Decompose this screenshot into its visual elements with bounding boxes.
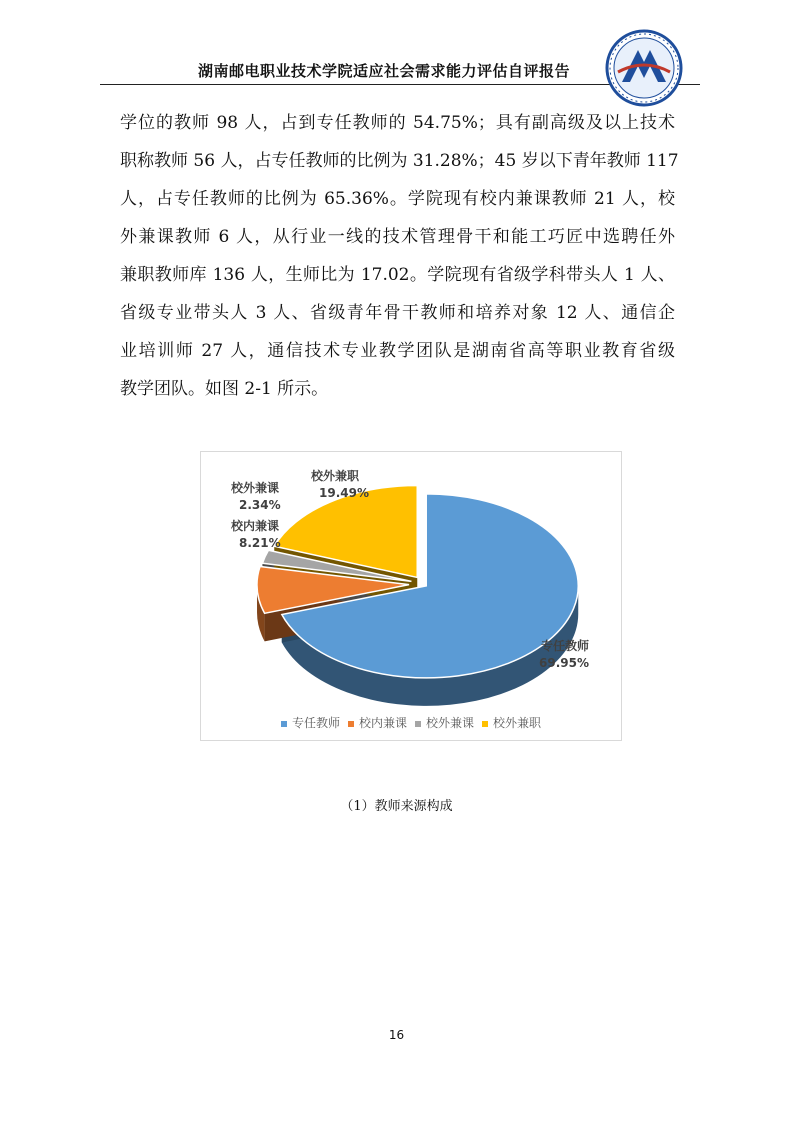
data-label-value-2: 2.34% (239, 498, 281, 512)
body-line: 业培训师 27 人，通信技术专业教学团队是湖南省高等职业教育省级 (120, 341, 675, 361)
body-line: 人，占专任教师的比例为 65.36%。学院现有校内兼课教师 21 人，校 (120, 189, 675, 209)
body-line: 教学团队。如图 2-1 所示。 (120, 379, 329, 399)
teacher-source-chart (200, 451, 622, 741)
legend-label-2: 校外兼课 (426, 716, 475, 730)
legend-item-2 (415, 714, 474, 731)
body-line: 兼职教师库 136 人，生师比为 17.02。学院现有省级学科带头人 1 人、 (120, 265, 675, 285)
data-label-value-1: 8.21% (239, 536, 281, 550)
header-title: 湖南邮电职业技术学院适应社会需求能力评估自评报告 (198, 62, 571, 80)
data-label-category-3: 校外兼职 (311, 469, 360, 483)
legend-swatch-3 (482, 721, 488, 727)
data-label-category-1: 校内兼课 (231, 519, 280, 533)
legend-label-3: 校外兼职 (493, 716, 542, 730)
figure-caption: （1）教师来源构成 (340, 799, 453, 814)
page-number: 16 (388, 1028, 405, 1042)
legend-item-1 (348, 714, 407, 731)
data-label-category-0: 专任教师 (540, 639, 589, 653)
pie-chart (201, 452, 621, 712)
body-paragraph (120, 104, 679, 408)
data-label-value-0: 69.95% (539, 656, 589, 670)
data-label-category-2: 校外兼课 (231, 481, 280, 495)
legend-swatch-0 (281, 721, 287, 727)
legend-label-0: 专任教师 (291, 716, 340, 730)
legend-label-1: 校内兼课 (358, 716, 407, 730)
body-line: 外兼课教师 6 人，从行业一线的技术管理骨干和能工巧匠中选聘任外 (120, 227, 675, 247)
legend-swatch-1 (348, 721, 354, 727)
legend-item-0 (281, 714, 340, 731)
data-label-value-3: 19.49% (319, 486, 369, 500)
chart-legend (201, 714, 621, 731)
school-logo (604, 28, 684, 108)
body-line: 省级专业带头人 3 人、省级青年骨干教师和培养对象 12 人、通信企 (120, 303, 675, 323)
legend-swatch-2 (415, 721, 421, 727)
body-line: 职称教师 56 人，占专任教师的比例为 31.28%；45 岁以下青年教师 117 (120, 151, 679, 171)
legend-item-3 (482, 714, 541, 731)
page-header (100, 48, 688, 84)
body-line: 学位的教师 98 人，占到专任教师的 54.75%；具有副高级及以上技术 (120, 113, 675, 133)
